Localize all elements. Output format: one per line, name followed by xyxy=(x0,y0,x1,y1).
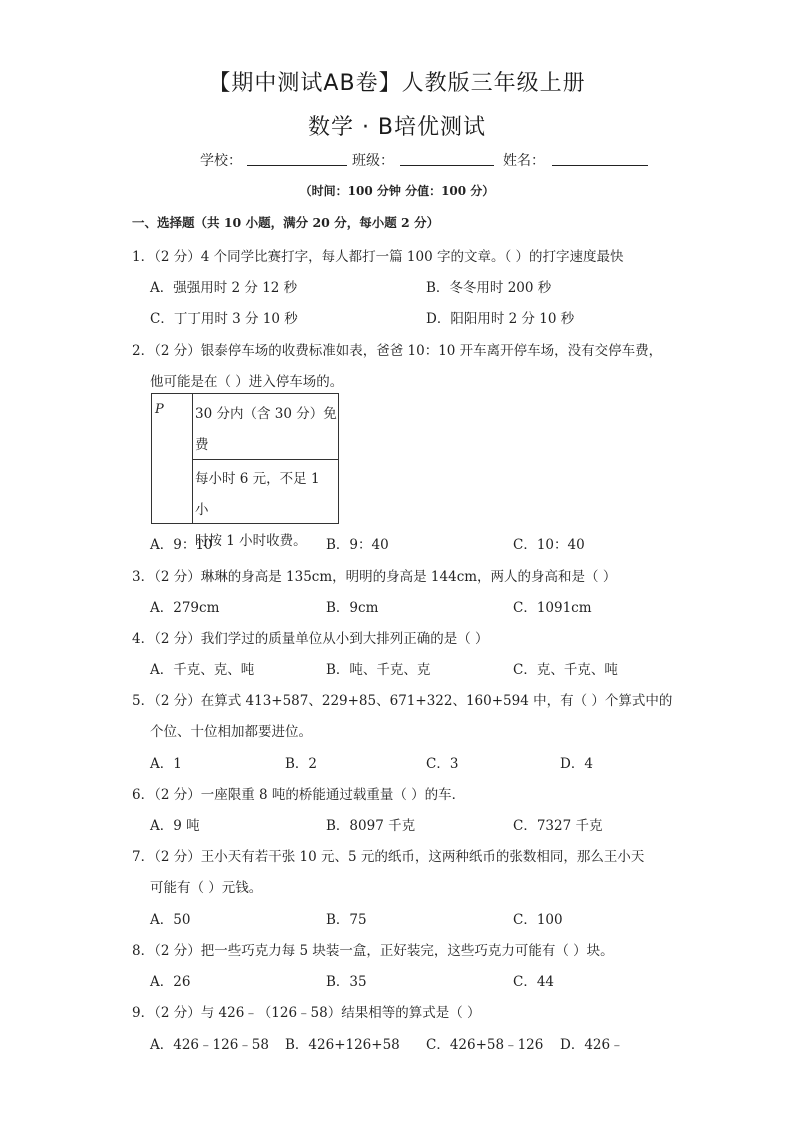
table-cell-p: P xyxy=(155,402,164,417)
q6-option-c[interactable]: C．7327 千克 xyxy=(513,818,603,834)
q2-option-b[interactable]: B．9：40 xyxy=(326,537,389,553)
q7-option-b[interactable]: B．75 xyxy=(326,912,367,928)
name-field[interactable] xyxy=(552,150,648,166)
question-6: 6．（2 分）一座限重 8 吨的桥能通过载重量（ ）的车． xyxy=(132,787,466,803)
question-5-line2: 个位、十位相加都要进位。 xyxy=(150,724,312,740)
class-field[interactable] xyxy=(400,150,494,166)
question-4: 4．（2 分）我们学过的质量单位从小到大排列正确的是（ ） xyxy=(132,631,489,647)
q1-option-b[interactable]: B．冬冬用时 200 秒 xyxy=(426,280,552,296)
q5-option-b[interactable]: B．2 xyxy=(285,756,318,772)
question-1: 1．（2 分）4 个同学比赛打字，每人都打一篇 100 字的文章。（ ）的打字速度最快 xyxy=(132,249,624,265)
time-info: （时间：100 分钟 分值：100 分） xyxy=(299,184,495,198)
q7-option-c[interactable]: C．100 xyxy=(513,912,563,928)
table-cell-text: 每小时 6 元，不足 1 小 xyxy=(195,471,320,518)
q7-option-a[interactable]: A．50 xyxy=(150,912,191,928)
q4-option-a[interactable]: A．千克、克、吨 xyxy=(150,662,255,678)
question-5: 5．（2 分）在算式 413+587、229+85、671+322、160+594 中，有（ ）个算式中的 xyxy=(132,693,673,709)
q9-option-d[interactable]: D．426﹣ xyxy=(560,1037,624,1053)
page-title: 【期中测试AB卷】人教版三年级上册 xyxy=(208,71,586,96)
question-2-line2: 他可能是在（ ）进入停车场的。 xyxy=(150,374,344,390)
name-label: 姓名： xyxy=(503,153,545,169)
page-subtitle: 数学 · B培优测试 xyxy=(307,115,487,140)
q3-option-a[interactable]: A．279cm xyxy=(150,600,220,616)
question-8: 8．（2 分）把一些巧克力每 5 块装一盒，正好装完，这些巧克力可能有（ ）块。 xyxy=(132,943,614,959)
question-7-line2: 可能有（ ）元钱。 xyxy=(150,880,263,896)
question-7: 7．（2 分）王小天有若干张 10 元、5 元的纸币，这两种纸币的张数相同，那么王小天 xyxy=(132,849,645,865)
question-3: 3．（2 分）琳琳的身高是 135cm，明明的身高是 144cm，两人的身高和是（ ） xyxy=(132,569,617,585)
q5-option-c[interactable]: C．3 xyxy=(426,756,459,772)
q5-option-d[interactable]: D．4 xyxy=(560,756,593,772)
question-2: 2．（2 分）银泰停车场的收费标准如表，爸爸 10：10 开车离开停车场，没有交停车费， xyxy=(132,343,663,359)
q1-option-d[interactable]: D．阳阳用时 2 分 10 秒 xyxy=(426,311,575,327)
q4-option-b[interactable]: B．吨、千克、克 xyxy=(326,662,431,678)
q5-option-a[interactable]: A．1 xyxy=(150,756,182,772)
q6-option-b[interactable]: B．8097 千克 xyxy=(326,818,416,834)
table-cell-text: 30 分内（含 30 分）免 xyxy=(195,406,337,422)
q1-option-a[interactable]: A．强强用时 2 分 12 秒 xyxy=(150,280,298,296)
table-cell-rate xyxy=(195,464,337,557)
school-label: 学校： xyxy=(200,153,242,169)
q9-option-b[interactable]: B．426+126+58 xyxy=(285,1037,400,1053)
q9-option-c[interactable]: C．426+58﹣126 xyxy=(426,1037,544,1053)
q4-option-c[interactable]: C．克、千克、吨 xyxy=(513,662,618,678)
table-cell-free xyxy=(195,399,337,461)
q3-option-b[interactable]: B．9cm xyxy=(326,600,379,616)
q1-option-c[interactable]: C．丁丁用时 3 分 10 秒 xyxy=(150,311,298,327)
q8-option-b[interactable]: B．35 xyxy=(326,974,367,990)
school-field[interactable] xyxy=(247,150,347,166)
q8-option-a[interactable]: A．26 xyxy=(150,974,191,990)
table-cell-text: 费 xyxy=(195,437,209,453)
q8-option-c[interactable]: C．44 xyxy=(513,974,555,990)
question-9: 9．（2 分）与 426﹣（126﹣58）结果相等的算式是（ ） xyxy=(132,1005,481,1021)
table-cell-text: 时按 1 小时收费。 xyxy=(195,533,307,549)
q3-option-c[interactable]: C．1091cm xyxy=(513,600,592,616)
class-label: 班级： xyxy=(352,153,394,169)
q6-option-a[interactable]: A．9 吨 xyxy=(150,818,200,834)
q2-option-c[interactable]: C．10：40 xyxy=(513,537,585,553)
section-title: 一、选择题（共 10 小题，满分 20 分，每小题 2 分） xyxy=(132,215,440,230)
q2-option-a[interactable]: A．9：10 xyxy=(150,537,213,553)
q9-option-a[interactable]: A．426﹣126﹣58 xyxy=(150,1037,269,1053)
